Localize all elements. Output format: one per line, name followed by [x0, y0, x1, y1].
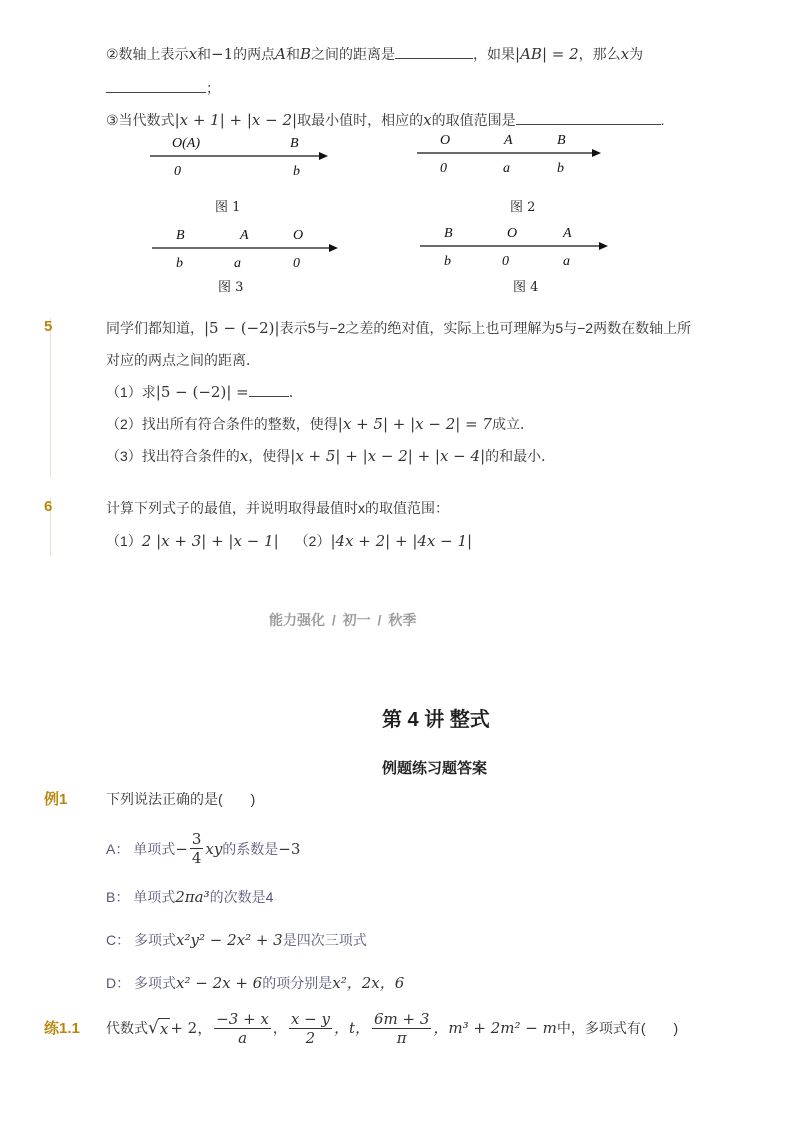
- q2-minus-one: −1: [211, 45, 234, 63]
- q5-part1-expr: |5 − (−2)| =: [155, 383, 249, 401]
- q6-part2-label: （2）: [294, 533, 331, 549]
- q5-line1: [106, 318, 691, 338]
- figure-3-label-o: O: [293, 228, 304, 243]
- q5-part1-blank[interactable]: [249, 382, 289, 397]
- figure-4-value-0: 0: [502, 254, 509, 269]
- example-1-option-a[interactable]: [106, 830, 300, 867]
- page-footer: 能力强化 / 初一 / 秋季: [269, 612, 417, 628]
- q2-text-a: ②数轴上表示: [106, 46, 189, 62]
- figure-1-value-0: 0: [174, 164, 181, 179]
- example-1-option-d[interactable]: [106, 972, 404, 993]
- figure-3-value-a: a: [234, 256, 241, 271]
- option-b-text: 的次数是4: [209, 889, 274, 905]
- q5-number: 5: [44, 318, 53, 335]
- figure-2-caption: 图 2: [510, 200, 536, 215]
- figure-4-label-o: O: [507, 226, 518, 241]
- q2-line1: [106, 44, 643, 64]
- option-d-terms: x²，2x，6: [332, 974, 405, 992]
- q3-text-b: 取最小值时，相应的: [297, 112, 424, 128]
- option-d-expr: x² − 2x + 6: [176, 974, 263, 992]
- q6-line1: [106, 498, 449, 518]
- figure-2-value-b: b: [557, 161, 564, 176]
- q2-text-b: 和: [197, 46, 212, 62]
- example-1-stem: 下列说法正确的是( ): [106, 791, 256, 807]
- q2-text-c: 的两点: [233, 46, 276, 62]
- q5-line2: [106, 350, 260, 370]
- exercise-1-1-stem: 代数式 √ x + 2， $\frac{-3 + x}{a}$ ， $\frac{x - y}{2}$ ，t， $\frac{6m + 3}{\pi}$ ，m³ + 2m² − m 中，多项式有( ): [106, 1009, 679, 1047]
- exercise-1-1-fraction-1: [214, 1010, 271, 1047]
- figure-2-label-a: A: [504, 133, 513, 148]
- q5-expr-1: |5 − (−2)|: [204, 319, 280, 337]
- q5-part3-expr: |x + 5| + |x − 2| + |x − 4|: [290, 447, 486, 465]
- q2-text-e: 之间的距离是: [311, 46, 396, 62]
- q5-part3: [106, 446, 555, 466]
- figure-1-label-b: B: [290, 136, 299, 151]
- exercise-1-1-polynomial: ，m³ + 2m² − m: [433, 1019, 557, 1037]
- q5-part1: [106, 382, 303, 402]
- q5-part2-label: （2）找出所有符合条件的整数，使得: [106, 416, 338, 432]
- q6-part1-label: （1）: [106, 533, 142, 549]
- q5-text-c: 对应的两点之间的距离．: [106, 352, 260, 368]
- q3-line: [106, 110, 664, 130]
- exercise-1-1-text-b: 中，多项式有( ): [556, 1020, 679, 1036]
- q5-part2-expr: |x + 5| + |x − 2| = 7: [337, 415, 492, 433]
- figure-4-value-a: a: [563, 254, 570, 269]
- fraction-2-num: x − y: [290, 1009, 330, 1028]
- figure-2-label-b: B: [557, 133, 566, 148]
- q3-var-x: x: [423, 111, 432, 129]
- q2-text-g: ，那么: [578, 46, 621, 62]
- q2-line2: [106, 78, 220, 98]
- q2-point-b: B: [300, 45, 312, 63]
- q2-var-x: x: [188, 45, 198, 63]
- figure-2-label-o: O: [440, 133, 451, 148]
- figure-2-value-a: a: [503, 161, 510, 176]
- option-b-label: B： 单项式: [106, 889, 176, 905]
- figure-3-value-0: 0: [293, 256, 300, 271]
- q6-part1-expr: 2 |x + 3| + |x − 1|: [141, 532, 279, 550]
- q6-parts: [106, 531, 472, 551]
- figure-3-label-b: B: [176, 228, 185, 243]
- figure-4-caption: 图 4: [513, 280, 539, 295]
- exercise-1-1-label: 练1.1: [44, 1020, 80, 1037]
- fraction-1-den: a: [238, 1028, 248, 1047]
- q2-abs-ab: |AB| = 2: [515, 45, 579, 63]
- option-a-minus: −: [175, 839, 188, 858]
- q3-period: .: [660, 112, 665, 128]
- q5-text-b: 表示5与−2之差的绝对值，实际上也可理解为5与−2两数在数轴上所: [279, 320, 692, 336]
- option-a-text: 的系数是: [222, 840, 279, 857]
- figure-3-value-b: b: [176, 256, 183, 271]
- q6-text: 计算下列式子的最值，并说明取得最值时x的取值范围：: [106, 500, 449, 516]
- q2-point-a: A: [275, 45, 286, 63]
- figure-2-value-0: 0: [440, 161, 447, 176]
- q5-part3-var-x: x: [239, 447, 249, 465]
- q2-text-h: 为: [629, 46, 644, 62]
- q2-var-x-2: x: [620, 45, 630, 63]
- q6-part2-expr: |4x + 2| + |4x − 1|: [330, 532, 473, 550]
- q5-part2: [106, 414, 534, 434]
- option-d-text: 的项分别是: [262, 975, 333, 991]
- q5-part1-period: ．: [288, 384, 303, 400]
- figure-4-label-a: A: [563, 226, 572, 241]
- example-1-option-c[interactable]: [106, 930, 367, 950]
- sqrt-icon: √: [148, 1018, 159, 1038]
- fraction-3-den: π: [396, 1028, 407, 1047]
- q5-part1-label: （1）求: [106, 384, 156, 400]
- q5-text-a: 同学们都知道，: [106, 320, 204, 336]
- figure-1-label-o-a: O(A): [172, 136, 200, 151]
- fraction-3-num: 6m + 3: [373, 1009, 430, 1028]
- exercise-1-1-plus-2: + 2，: [170, 1019, 213, 1037]
- exercise-1-1-t: ，t，: [333, 1019, 370, 1037]
- option-d-label: D： 多项式: [106, 975, 176, 991]
- option-a-label: A： 单项式: [106, 840, 176, 857]
- option-c-label: C： 多项式: [106, 932, 176, 948]
- chapter-title: 第 4 讲 整式: [382, 709, 490, 731]
- q5-part3-label: （3）找出符合条件的: [106, 448, 240, 464]
- option-a-value: −3: [278, 839, 301, 858]
- q2-text-d: 和: [286, 46, 300, 62]
- q3-answer-blank[interactable]: [516, 110, 661, 125]
- figure-1-value-b: b: [293, 164, 300, 179]
- example-1-option-b[interactable]: [106, 887, 273, 907]
- exercise-1-1-text-a: 代数式: [106, 1020, 148, 1036]
- option-a-frac-num: 3: [191, 830, 202, 848]
- q2-answer-blank-2[interactable]: [106, 78, 206, 93]
- q2-answer-blank-1[interactable]: [395, 44, 473, 59]
- figure-3-caption: 图 3: [218, 280, 244, 295]
- q3-expr: |x + 1| + |x − 2|: [174, 111, 298, 129]
- q5-side-bar: [50, 318, 51, 478]
- option-a-xy: xy: [205, 839, 223, 858]
- option-a-fraction: [190, 830, 204, 867]
- figure-1-caption: 图 1: [215, 200, 241, 215]
- fraction-2-den: 2: [305, 1028, 316, 1047]
- exercise-1-1-fraction-2: [289, 1010, 332, 1047]
- option-c-text: 是四次三项式: [282, 932, 367, 948]
- q3-text-c: 的取值范围是: [431, 112, 516, 128]
- q3-text-a: ③当代数式: [106, 112, 175, 128]
- q5-part3-text: ，使得: [248, 448, 291, 464]
- figure-4-value-b: b: [444, 254, 451, 269]
- q2-semicolon: ；: [206, 80, 220, 96]
- fraction-1-num: −3 + x: [216, 1009, 269, 1028]
- option-a-frac-den: 4: [191, 849, 202, 867]
- q5-part2-tail: 成立．: [491, 416, 534, 432]
- option-c-expr: x²y² − 2x² + 3: [176, 931, 283, 949]
- exercise-1-1-fraction-3: [372, 1010, 431, 1047]
- example-1-label: 例1: [44, 791, 68, 808]
- q5-part3-tail: 的和最小．: [485, 448, 556, 464]
- figure-4-label-b: B: [444, 226, 453, 241]
- option-b-expr: 2πa³: [175, 888, 210, 906]
- q6-number: 6: [44, 498, 53, 515]
- chapter-subtitle: 例题练习题答案: [382, 760, 488, 777]
- figure-3-label-a: A: [240, 228, 249, 243]
- q2-text-f: ，如果: [473, 46, 516, 62]
- exercise-1-1-sqrt-x: x: [159, 1019, 169, 1038]
